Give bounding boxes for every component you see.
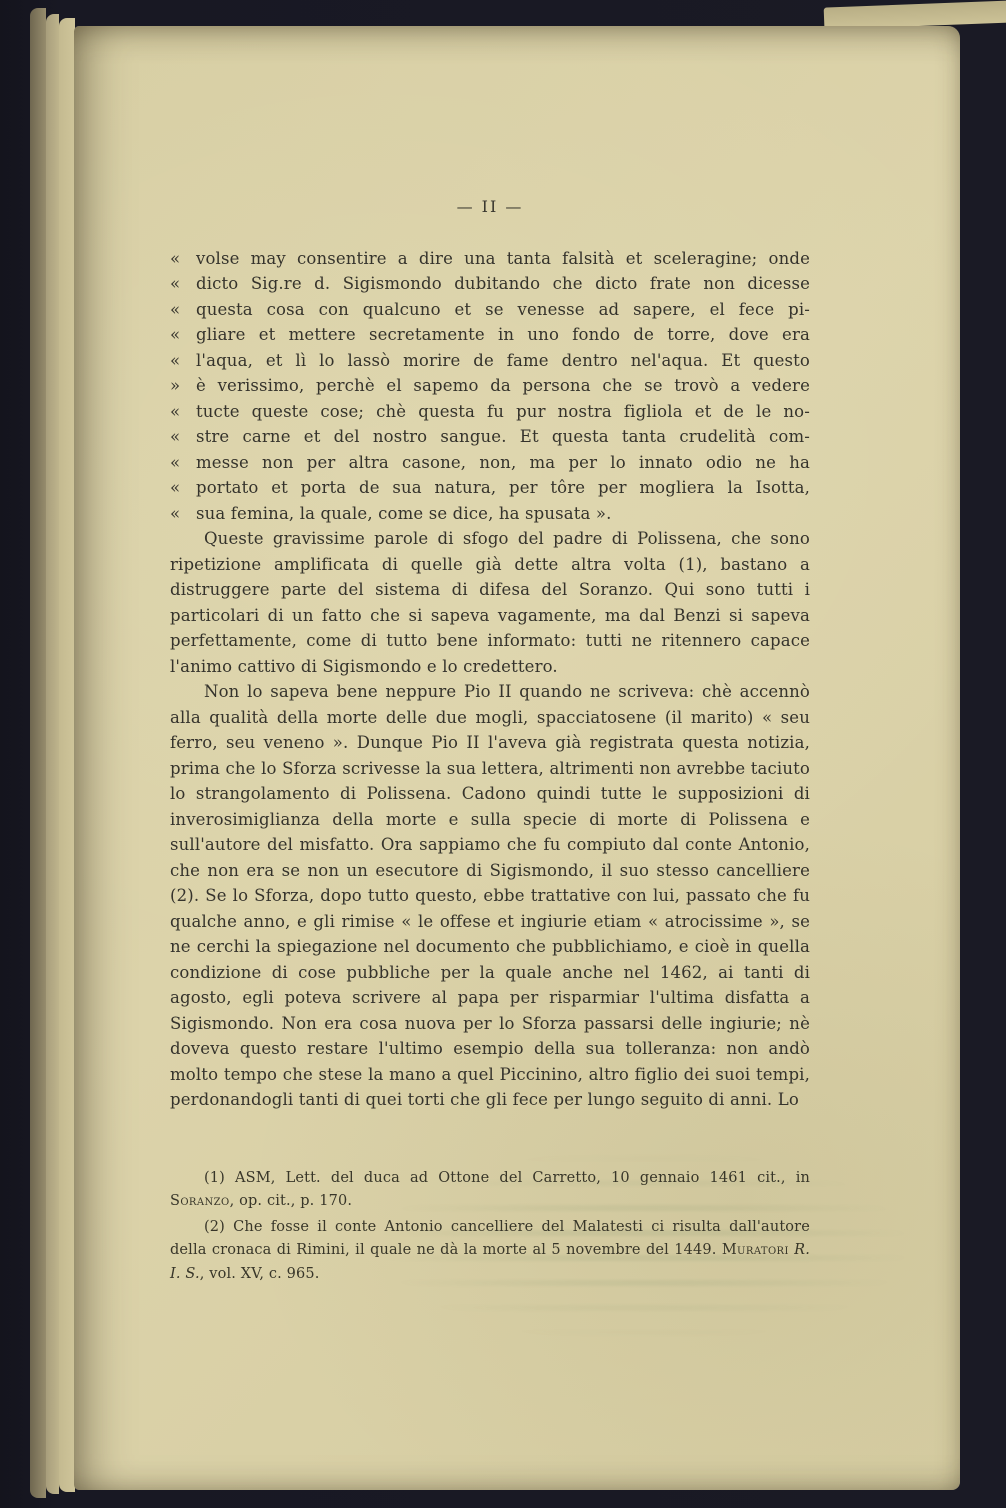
quote-marker: «	[170, 248, 181, 268]
quote-line	[170, 271, 810, 297]
footnote-text: (2) Che fosse il conte Antonio cancelliere del Malatesti ci risulta dall'autore della cronaca di Rimini, il quale ne dà la morte al 5 novembre del 1449.	[170, 1218, 810, 1258]
quote-text: messe non per altra casone, non, ma per lo innato odio ne ha	[196, 452, 810, 472]
quote-marker: «	[170, 427, 181, 446]
page-stack-edge	[30, 8, 46, 1498]
body-paragraph: Non lo sapeva bene neppure Pio II quando ne scriveva: chè accennò alla qualità della morte delle due mogli, spacciatosene (il marito) « seu ferro, seu veneno ». Dunque Pio II l'aveva già registrata questa notizia, prima che lo Sforza scrivesse la sua lettera, altrimenti non avrebbe taciuto lo strangolamento di Polissena. Cadono quindi tutte le supposizioni di inverosimiglianza della morte e sulla specie di morte di Polissena e sull'autore del misfatto. Ora sappiamo che fu compiuto dal conte Antonio, che non era se non un esecutore di Sigismondo, il suo stesso cancelliere (2). Se lo Sforza, dopo tutto questo, ebbe trattative con lui, passato che fu qualche anno, e gli rimise « le offese et ingiurie etiam « atrocissime », se ne cerchi la spiegazione nel documento che pubblichiamo, e cioè in quella condizione di cose pubbliche per la quale anche nel 1462, ai tanti di agosto, egli poteva scrivere al papa per risparmiar l'ultima disfatta a Sigismondo. Non era cosa nuova per lo Sforza passarsi delle ingiurie; nè doveva questo restare l'ultimo esempio della sua tolleranza: non andò molto tempo che stese la mano a quel Piccinino, altro figlio dei suoi tempi, perdonandogli tanti di quei torti che gli fece per lungo seguito di anni. Lo	[170, 682, 810, 1109]
quote-marker: «	[170, 452, 181, 472]
quote-line	[170, 246, 810, 272]
footnote	[170, 1167, 810, 1214]
quote-text: stre carne et del nostro sangue. Et questa tanta crudelità com-	[196, 427, 810, 446]
footnote-text: , op. cit., p. 170.	[229, 1193, 353, 1209]
footnote-text: Muratori	[721, 1242, 789, 1258]
quote-text: è verissimo, perchè el sapemo da persona che se trovò a vedere	[196, 376, 810, 395]
quote-marker: «	[170, 401, 181, 421]
footnotes-section	[170, 1167, 810, 1287]
quote-text: tucte queste cose; chè questa fu pur nostra figliola et de le no-	[196, 401, 810, 421]
quote-text: dicto Sig.re d. Sigismondo dubitando che dicto frate non dicesse	[196, 274, 810, 293]
footnote-text: R. I. S.	[170, 1242, 810, 1282]
footnote-text: (1) ASM, Lett. del duca ad Ottone del Carretto, 10 gennaio 1461 cit., in	[204, 1169, 810, 1186]
footnote	[170, 1216, 810, 1287]
page-content	[170, 194, 810, 1288]
page-number: — II —	[456, 197, 524, 216]
body-paragraph: Queste gravissime parole di sfogo del padre di Polissena, che sono ripetizione amplificata di quelle già dette altra volta (1), bastano a distruggere parte del sistema di difesa del Soranzo. Qui sono tutti i particolari di un fatto che si sapeva vagamente, ma dal Benzi si sapeva perfettamente, come di tutto bene informato: tutti ne ritennero capace l'animo cattivo di Sigismondo e lo credettero.	[170, 529, 810, 676]
quote-text: gliare et mettere secretamente in uno fondo de torre, dove era	[196, 325, 810, 344]
quote-line	[170, 475, 810, 501]
quote-line	[170, 450, 810, 476]
quote-line	[170, 399, 810, 425]
body-paragraphs	[170, 526, 810, 1113]
quote-marker: «	[170, 274, 181, 293]
quote-text: portato et porta de sua natura, per tôre per mogliera la Isotta,	[196, 478, 810, 497]
quote-line	[170, 424, 810, 450]
page-stack-edge	[59, 18, 75, 1492]
quote-line	[170, 373, 810, 399]
quote-text: volse may consentire a dire una tanta falsità et sceleragine; onde	[196, 248, 810, 268]
book-page	[74, 26, 960, 1490]
quote-marker: «	[170, 478, 181, 497]
quote-marker: «	[170, 503, 181, 523]
quote-line	[170, 322, 810, 348]
page-stack-edge	[46, 14, 59, 1494]
footnote-text: Soranzo	[170, 1193, 230, 1209]
quote-marker: «	[170, 299, 181, 319]
quote-text: sua femina, la quale, come se dice, ha spusata ».	[196, 503, 612, 523]
quote-marker: «	[170, 350, 181, 370]
quote-line	[170, 501, 810, 527]
footnote-text: , vol. XV, c. 965.	[199, 1265, 320, 1282]
quote-line	[170, 348, 810, 374]
quote-marker: «	[170, 325, 181, 344]
quote-line	[170, 297, 810, 323]
quote-marker: »	[170, 376, 181, 395]
quote-text: l'aqua, et lì lo lassò morire de fame dentro nel'aqua. Et questo	[196, 350, 810, 370]
quoted-passage	[170, 246, 810, 527]
quote-text: questa cosa con qualcuno et se venesse ad sapere, el fece pi-	[196, 299, 810, 319]
